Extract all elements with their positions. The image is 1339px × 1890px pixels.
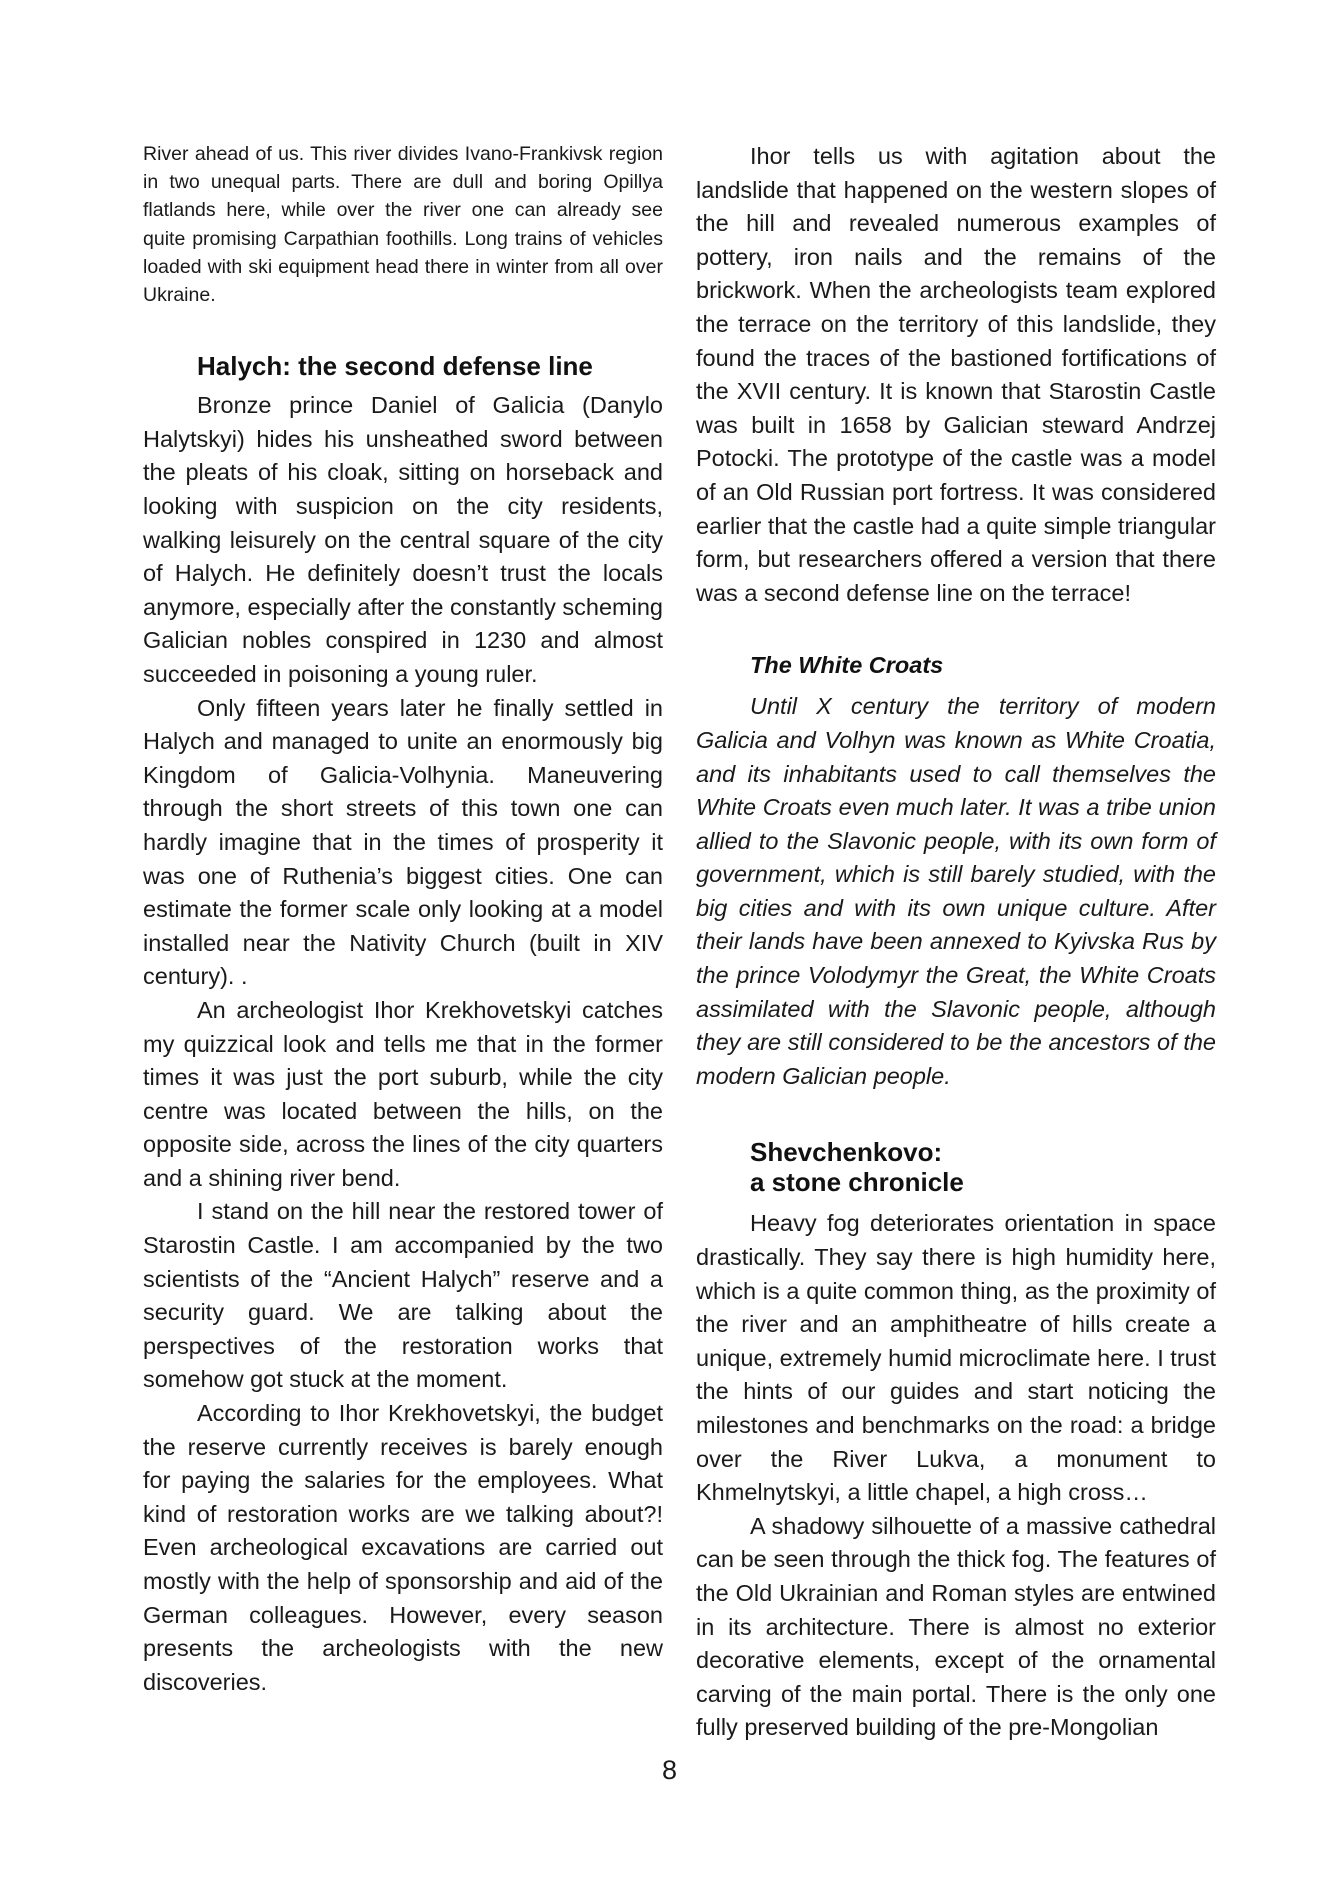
intro-paragraph: River ahead of us. This river divides Ivano-Frankivsk region in two unequal parts. There are dull and boring Opillya flatlands here, while over the river one can already see quite promising Carpathian foothills. Long trains of vehicles loaded with ski equipment head there in winter from all over Ukraine.	[143, 143, 663, 307]
sidebar-heading-white-croats: The White Croats	[750, 652, 944, 679]
paragraph: Ihor tells us with agitation about the landslide that happened on the western slopes of the hill and revealed numerous examples of pottery, iron nails and the remains of the brickwork. When the archeologists team explored the terrace on the territory of this landslide, they found the traces of the bastioned fortifications of the XVII century. It is known that Starostin Castle was built in 1658 by Galician steward Andrzej Potocki. The prototype of the castle was a model of an Old Russian port fortress. It was considered earlier that the castle had a quite simple triangular form, but researchers offered a version that there was a second defense line on the terrace!	[696, 143, 1216, 606]
heading-line-2: a stone chronicle	[750, 1167, 964, 1198]
heading-line-1: Shevchenkovo:	[750, 1137, 943, 1168]
paragraph: Heavy fog deteriorates orientation in space drastically. They say there is high humidity here, which is a quite common thing, as the proximity of the river and an amphitheatre of hills create a unique, extremely humid microclimate here. I trust the hints of our guides and start noticing the milestones and benchmarks on the road: a bridge over the River Lukva, a monument to Khmelnytskyi, a little chapel, a high cross…	[696, 1210, 1216, 1506]
paragraph: An archeologist Ihor Krekhovetskyi catches my quizzical look and tells me that in the former times it was just the port suburb, while the city centre was located between the hills, on the opposite side, across the lines of the city quarters and a shining river bend.	[143, 996, 663, 1191]
paragraph: Only fifteen years later he finally settled in Halych and managed to unite an enormously big Kingdom of Galicia-Volhynia. Maneuvering through the short streets of this town one can hardly imagine that in the times of prosperity it was one of Ruthenia’s biggest cities. One can estimate the former scale only looking at a model installed near the Nativity Church (built in XIV century). .	[143, 694, 663, 990]
right-column	[696, 140, 1216, 1745]
page-number: 8	[661, 1755, 678, 1785]
sidebar-text: Until X century the territory of modern Galicia and Volhyn was known as White Croatia, and its inhabitants used to call themselves the White Croats even much later. It was a tribe union allied to the Slavonic people, with its own form of government, which is still barely studied, with the big cities and with its own unique culture. After their lands have been annexed to Kyivska Rus by the prince Volodymyr the Great, the White Croats assimilated with the Slavonic people, although they are still considered to be the ancestors of the modern Galician people.	[696, 693, 1216, 1089]
paragraph: A shadowy silhouette of a massive cathedral can be seen through the thick fog. The features of the Old Ukrainian and Roman styles are entwined in its architecture. There is almost no exterior decorative elements, except of the ornamental carving of the main portal. There is the only one fully preserved building of the pre-Mongolian	[696, 1512, 1216, 1741]
paragraph: According to Ihor Krekhovetskyi, the budget the reserve currently receives is barely enough for paying the salaries for the employees. What kind of restoration works are we talking about?! Even archeological excavations are carried out mostly with the help of sponsorship and aid of the German colleagues. However, every season presents the archeologists with the new discoveries.	[143, 1400, 663, 1695]
section-heading-shevchenkovo	[696, 1137, 1216, 1197]
paragraph: I stand on the hill near the restored tower of Starostin Castle. I am accompanied by the two scientists of the “Ancient Halych” reserve and a security guard. We are talking about the perspectives of the restoration works that somehow got stuck at the moment.	[143, 1198, 663, 1393]
section-heading-halych: Halych: the second defense line	[197, 351, 593, 382]
paragraph: Bronze prince Daniel of Galicia (Danylo Halytskyi) hides his unsheathed sword between the pleats of his cloak, sitting on horseback and looking with suspicion on the city residents, walking leisurely on the central square of the city of Halych. He definitely doesn’t trust the locals anymore, especially after the constantly scheming Galician nobles conspired in 1230 and almost succeeded in poisoning a young ruler.	[143, 392, 663, 687]
left-column	[143, 140, 663, 1699]
